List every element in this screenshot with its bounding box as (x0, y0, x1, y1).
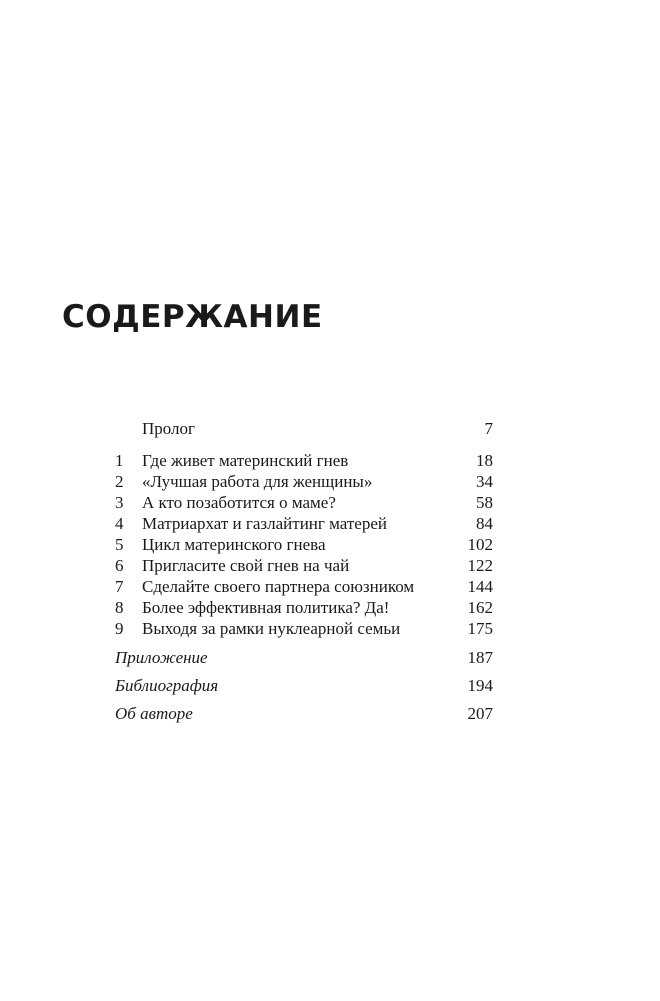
toc-entry-page: 144 (467, 577, 493, 596)
toc-entry-title: Цикл материнского гнева (142, 535, 326, 554)
toc-entry-title: Приложение (115, 648, 208, 667)
toc-entry-chapter (115, 534, 493, 555)
toc-entry-chapter (115, 492, 493, 513)
toc-entry-number: 5 (115, 535, 124, 554)
toc-entry-page: 102 (467, 535, 493, 554)
table-of-contents (115, 418, 493, 724)
toc-entry-number: 8 (115, 598, 124, 617)
toc-entry-title: Библиография (115, 676, 219, 695)
toc-entry-page: 34 (476, 472, 493, 491)
toc-entry-title: Матриархат и газлайтинг матерей (142, 514, 387, 533)
toc-entry-page: 162 (467, 598, 493, 617)
toc-entry-bibliography (115, 675, 493, 696)
toc-entry-chapter (115, 513, 493, 534)
toc-entry-title: Более эффективная политика? Да! (142, 598, 390, 617)
toc-entry-title: Где живет материнский гнев (142, 451, 349, 470)
toc-entry-title: Об авторе (115, 704, 193, 723)
toc-entry-chapter (115, 450, 493, 471)
toc-entry-page: 194 (467, 676, 493, 695)
toc-entry-page: 175 (467, 619, 493, 638)
toc-entry-title: Сделайте своего партнера союзником (142, 577, 415, 596)
toc-entry-page: 58 (476, 493, 493, 512)
toc-entry-number: 3 (115, 493, 124, 512)
toc-entry-about-author (115, 703, 493, 724)
toc-entry-page: 18 (476, 451, 493, 470)
toc-entry-chapter (115, 597, 493, 618)
toc-entry-page: 122 (467, 556, 493, 575)
toc-entry-title: Выходя за рамки нуклеарной семьи (142, 619, 401, 638)
toc-entry-chapter (115, 576, 493, 597)
toc-entry-title: Пролог (142, 419, 196, 438)
toc-entry-title: «Лучшая работа для женщины» (142, 472, 373, 491)
toc-entry-appendix (115, 647, 493, 668)
toc-entry-number: 1 (115, 451, 124, 470)
toc-entry-chapter (115, 471, 493, 492)
page-title: СОДЕРЖАНИЕ (62, 299, 323, 335)
toc-entry-number: 9 (115, 619, 124, 638)
toc-entry-chapter (115, 618, 493, 639)
toc-entry-page: 207 (467, 704, 493, 723)
toc-entry-number: 7 (115, 577, 124, 596)
toc-entry-page: 187 (467, 648, 493, 667)
toc-entry-number: 6 (115, 556, 124, 575)
toc-entry-page: 7 (484, 419, 493, 438)
toc-entry-chapter (115, 555, 493, 576)
toc-entry-title: А кто позаботится о маме? (142, 493, 336, 512)
toc-entry-number: 4 (115, 514, 124, 533)
toc-entry-title: Пригласите свой гнев на чай (142, 556, 350, 575)
toc-entry-page: 84 (476, 514, 493, 533)
toc-entry-prologue (115, 418, 493, 439)
toc-entry-number: 2 (115, 472, 124, 491)
